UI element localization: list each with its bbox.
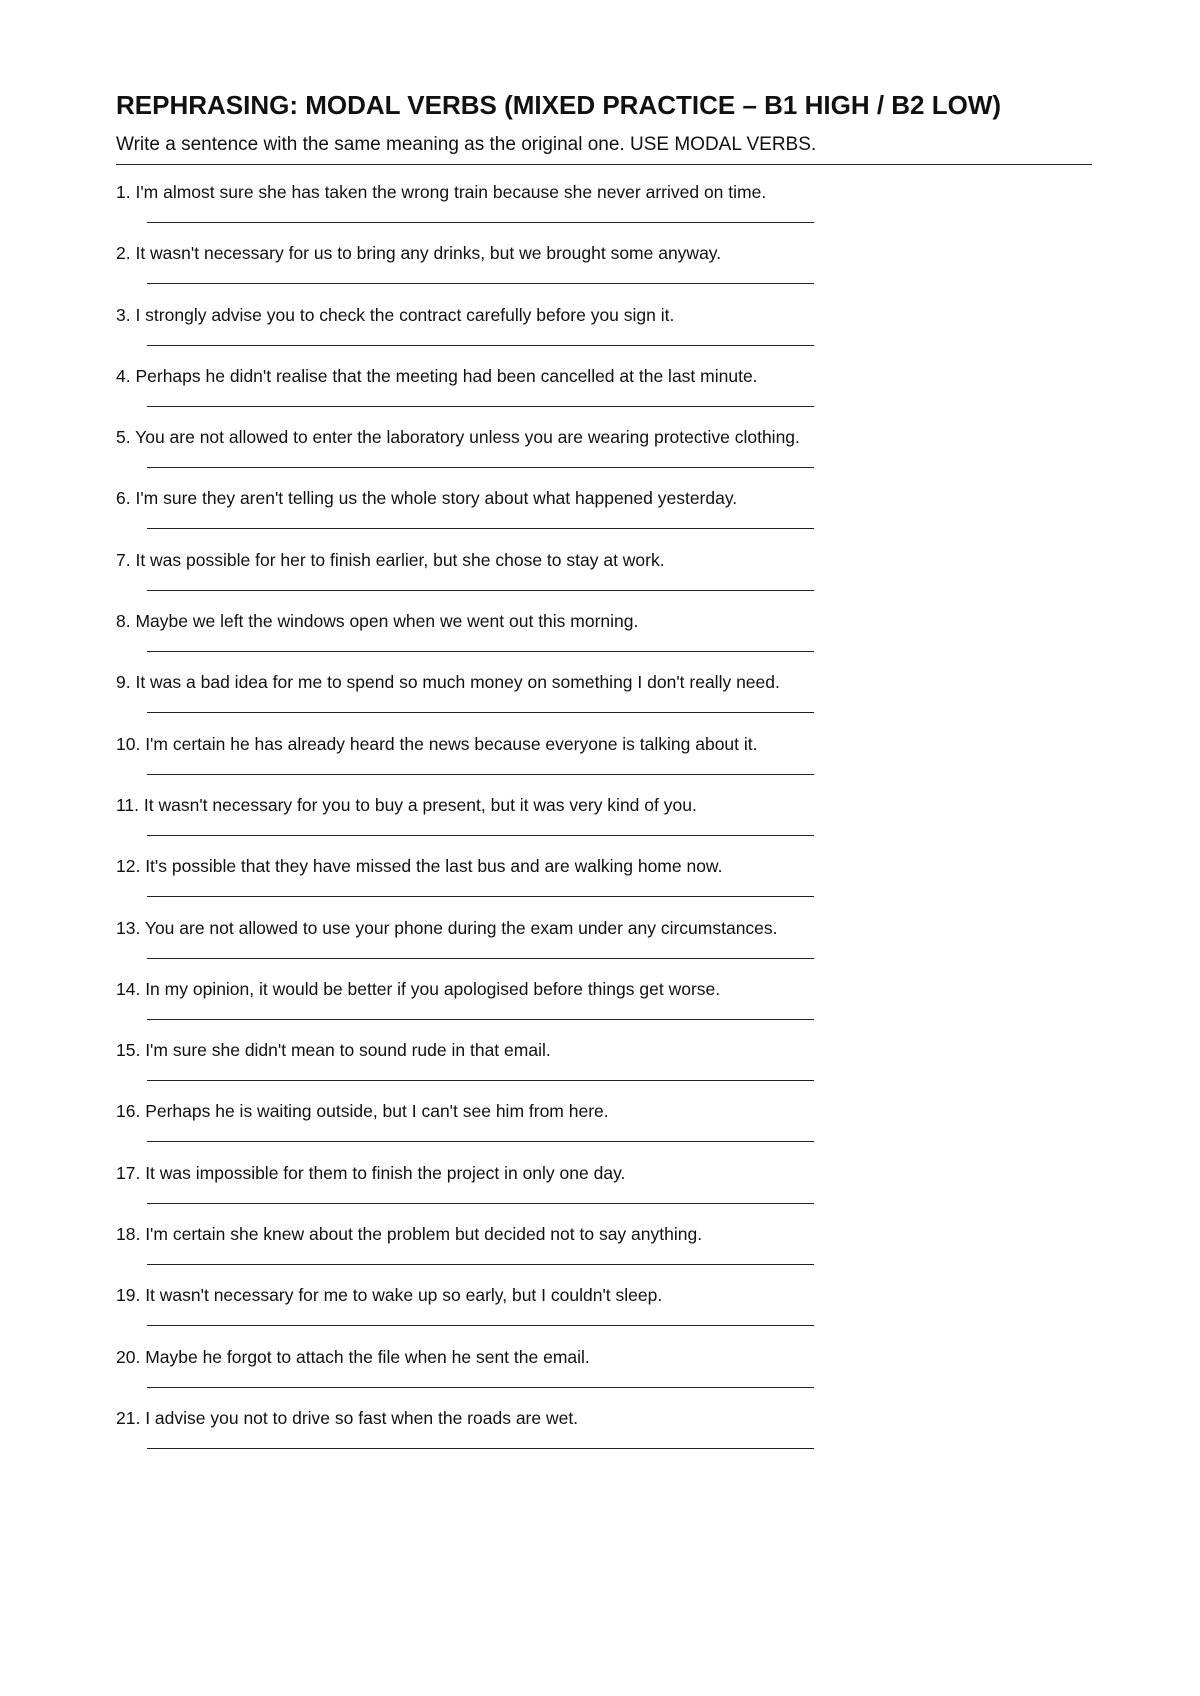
exercise-item xyxy=(116,363,1092,424)
instructions: Write a sentence with the same meaning as the original one. USE MODAL VERBS. xyxy=(116,134,817,155)
exercise-sentence: 6. I'm sure they aren't telling us the whole story about what happened yesterday. xyxy=(116,488,738,509)
exercise-item xyxy=(116,792,1092,853)
answer-line xyxy=(147,467,814,468)
answer-line xyxy=(147,1141,814,1142)
answer-line xyxy=(147,1264,814,1265)
exercise-sentence: 8. Maybe we left the windows open when we went out this morning. xyxy=(116,611,639,632)
exercise-sentence: 16. Perhaps he is waiting outside, but I can't see him from here. xyxy=(116,1101,609,1122)
exercise-item xyxy=(116,1405,1092,1466)
exercise-sentence: 17. It was impossible for them to finish the project in only one day. xyxy=(116,1162,626,1183)
exercise-sentence: 15. I'm sure she didn't mean to sound rude in that email. xyxy=(116,1040,551,1061)
exercise-sentence: 11. It wasn't necessary for you to buy a present, but it was very kind of you. xyxy=(116,794,697,815)
exercise-sentence: 1. I'm almost sure she has taken the wrong train because she never arrived on time. xyxy=(116,182,767,202)
exercise-item xyxy=(116,547,1092,608)
exercise-item xyxy=(116,1344,1092,1405)
exercise-sentence: 14. In my opinion, it would be better if you apologised before things get worse. xyxy=(116,978,721,999)
exercise-item xyxy=(116,179,1092,240)
answer-line xyxy=(147,896,814,897)
answer-line xyxy=(147,958,814,959)
answer-line xyxy=(147,1448,814,1449)
exercise-item xyxy=(116,669,1092,730)
exercise-sentence: 9. It was a bad idea for me to spend so much money on something I don't really need. xyxy=(116,672,780,693)
answer-line xyxy=(147,406,814,407)
exercise-sentence: 12. It's possible that they have missed the last bus and are walking home now. xyxy=(116,856,723,877)
answer-line xyxy=(147,651,814,652)
exercise-item xyxy=(116,853,1092,914)
exercise-item xyxy=(116,1221,1092,1282)
worksheet xyxy=(116,88,1092,1466)
exercise-item xyxy=(116,1282,1092,1343)
answer-line xyxy=(147,1387,814,1388)
answer-line xyxy=(147,590,814,591)
exercise-item xyxy=(116,240,1092,301)
exercise-item xyxy=(116,424,1092,485)
answer-line xyxy=(147,222,814,223)
exercise-sentence: 5. You are not allowed to enter the laboratory unless you are wearing protective clothing. xyxy=(116,427,800,448)
exercise-item xyxy=(116,485,1092,546)
answer-line xyxy=(147,774,814,775)
answer-line xyxy=(147,345,814,346)
exercise-item xyxy=(116,915,1092,976)
exercise-item xyxy=(116,1037,1092,1098)
exercise-item xyxy=(116,976,1092,1037)
answer-line xyxy=(147,1203,814,1204)
exercise-item xyxy=(116,302,1092,363)
exercise-item xyxy=(116,1160,1092,1221)
exercise-sentence: 4. Perhaps he didn't realise that the meeting had been cancelled at the last minute. xyxy=(116,365,758,386)
exercise-list xyxy=(116,179,1092,1466)
exercise-item xyxy=(116,731,1092,792)
answer-line xyxy=(147,835,814,836)
exercise-item xyxy=(116,608,1092,669)
exercise-sentence: 18. I'm certain she knew about the problem but decided not to say anything. xyxy=(116,1224,703,1245)
answer-line xyxy=(147,1325,814,1326)
answer-line xyxy=(147,1080,814,1081)
header-divider xyxy=(116,164,1092,165)
exercise-sentence: 7. It was possible for her to finish earlier, but she chose to stay at work. xyxy=(116,549,665,570)
exercise-sentence: 21. I advise you not to drive so fast when the roads are wet. xyxy=(116,1407,579,1428)
exercise-sentence: 19. It wasn't necessary for me to wake up so early, but I couldn't sleep. xyxy=(116,1285,663,1306)
answer-line xyxy=(147,528,814,529)
answer-line xyxy=(147,1019,814,1020)
answer-line xyxy=(147,712,814,713)
exercise-sentence: 2. It wasn't necessary for us to bring any drinks, but we brought some anyway. xyxy=(116,243,722,264)
exercise-sentence: 10. I'm certain he has already heard the news because everyone is talking about it. xyxy=(116,733,758,754)
exercise-sentence: 20. Maybe he forgot to attach the file when he sent the email. xyxy=(116,1346,590,1367)
exercise-sentence: 13. You are not allowed to use your phone during the exam under any circumstances. xyxy=(116,917,778,938)
answer-line xyxy=(147,283,814,284)
exercise-sentence: 3. I strongly advise you to check the contract carefully before you sign it. xyxy=(116,304,675,325)
page-title: REPHRASING: MODAL VERBS (MIXED PRACTICE – B1 HIGH / B2 LOW) xyxy=(116,90,1002,120)
exercise-item xyxy=(116,1098,1092,1159)
